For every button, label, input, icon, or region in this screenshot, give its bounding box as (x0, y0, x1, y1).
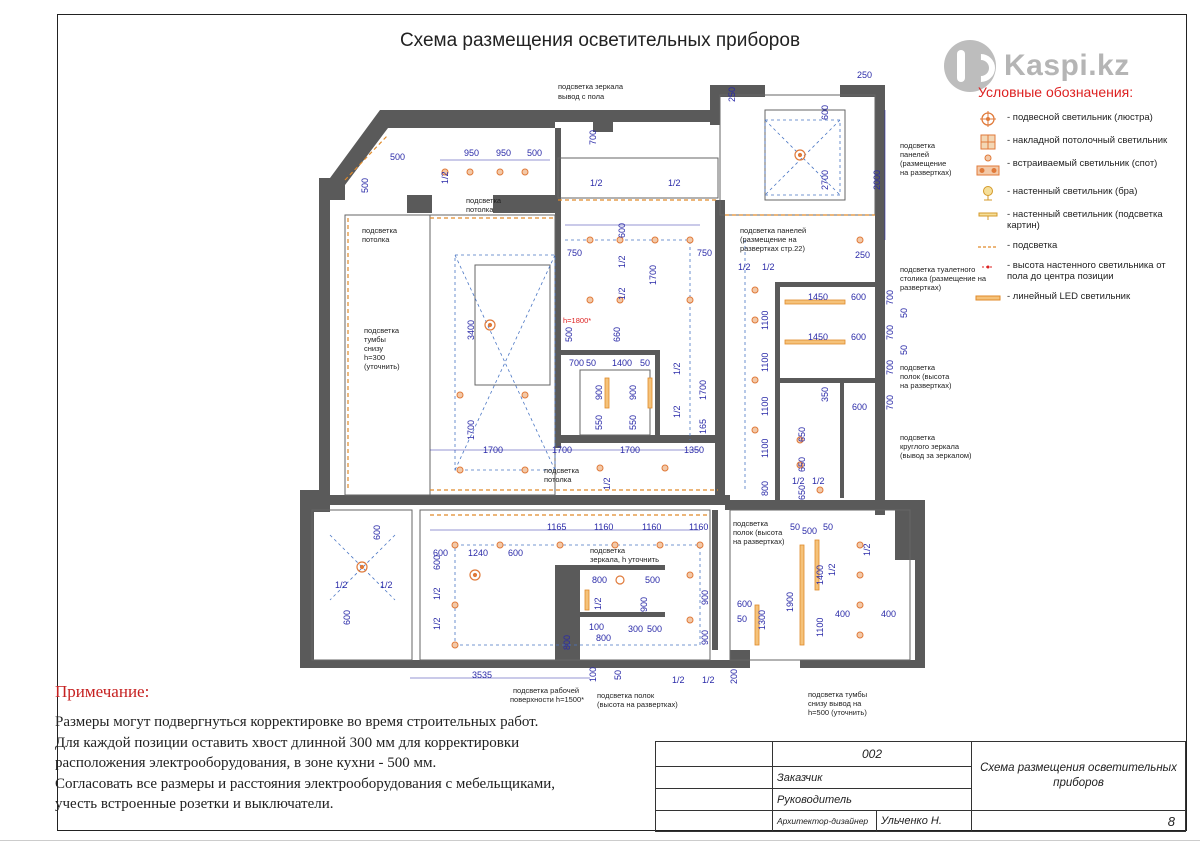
svg-text:1/2: 1/2 (672, 362, 682, 375)
wall-segment (875, 85, 885, 515)
svg-text:(размещение: (размещение (900, 159, 947, 168)
svg-text:50: 50 (640, 358, 651, 368)
wall-segment (712, 510, 718, 650)
svg-text:250: 250 (727, 86, 737, 102)
svg-text:900: 900 (700, 629, 710, 645)
svg-text:1700: 1700 (483, 445, 504, 455)
svg-text:на развертках): на развертках) (733, 537, 785, 546)
note-line: учесть встроенные розетки и выключатели. (55, 796, 334, 812)
stamp-page-number: 8 (972, 811, 1186, 832)
svg-text:800: 800 (596, 633, 612, 643)
svg-text:500: 500 (390, 152, 406, 162)
legend-label: - линейный LED светильник (1007, 291, 1131, 302)
svg-text:(вывод за зеркалом): (вывод за зеркалом) (900, 451, 972, 460)
svg-text:на развертках): на развертках) (900, 168, 952, 177)
stamp-cell (656, 811, 773, 832)
dimension-labels (335, 70, 909, 685)
note-line: Для каждой позиции оставить хвост длинной 300 мм для корректировки (55, 734, 520, 751)
svg-text:500: 500 (802, 526, 818, 536)
svg-text:100: 100 (588, 666, 598, 682)
wall-segment (840, 383, 844, 498)
svg-text:подсветка: подсветка (590, 546, 626, 555)
svg-text:1/2: 1/2 (617, 255, 627, 268)
svg-text:подсветка: подсветка (364, 326, 400, 335)
svg-text:развертках стр.22): развертках стр.22) (740, 244, 805, 253)
stamp-cell (656, 789, 773, 811)
svg-text:50: 50 (899, 344, 909, 355)
svg-text:900: 900 (639, 596, 649, 612)
svg-text:750: 750 (697, 248, 713, 258)
svg-text:подсветка: подсветка (733, 519, 769, 528)
svg-text:тумбы: тумбы (364, 335, 386, 344)
svg-text:1450: 1450 (808, 332, 829, 342)
svg-text:1/2: 1/2 (593, 597, 603, 610)
svg-text:подсветка рабочей: подсветка рабочей (513, 686, 580, 695)
svg-text:1/2: 1/2 (827, 563, 837, 576)
drawing-title: Схема размещения осветительных приборов (399, 30, 801, 51)
wall-segment (493, 195, 556, 213)
wall-segment (300, 660, 730, 668)
svg-text:1160: 1160 (689, 522, 709, 532)
wall-segment (300, 490, 330, 512)
svg-text:1160: 1160 (594, 522, 614, 532)
svg-text:1/2: 1/2 (590, 178, 603, 188)
wall-segment (655, 350, 660, 440)
svg-text:1/2: 1/2 (432, 587, 442, 600)
wall-segment (730, 650, 750, 668)
svg-text:500: 500 (647, 624, 663, 634)
note-line: Размеры могут подвергнуться корректировке во время строительных работ. (55, 714, 539, 730)
svg-text:600: 600 (852, 402, 868, 412)
svg-text:подсветка: подсветка (466, 196, 502, 205)
wall-segment (725, 500, 925, 510)
svg-text:600: 600 (851, 292, 867, 302)
svg-text:2000: 2000 (872, 169, 882, 190)
legend-label: - настенный светильник (бра) (1007, 186, 1138, 197)
svg-text:600: 600 (342, 609, 352, 625)
led-strip (648, 378, 652, 408)
stamp-architect-label: Архитектор-дизайнер (773, 811, 877, 832)
svg-text:700: 700 (885, 289, 895, 305)
svg-text:800: 800 (562, 634, 572, 650)
svg-text:3535: 3535 (472, 670, 493, 680)
svg-text:1/2: 1/2 (440, 171, 450, 184)
svg-text:h=500 (уточнить): h=500 (уточнить) (808, 708, 867, 717)
svg-text:3400: 3400 (466, 319, 476, 340)
svg-text:подсветка: подсветка (900, 363, 936, 372)
legend-label: - накладной потолочный светильник (1007, 135, 1168, 146)
svg-text:500: 500 (360, 177, 370, 193)
svg-text:700: 700 (885, 394, 895, 410)
svg-text:развертках): развертках) (900, 283, 942, 292)
svg-text:1700: 1700 (698, 379, 708, 400)
plan-walls (300, 85, 925, 668)
svg-text:1/2: 1/2 (672, 675, 685, 685)
wall-segment (775, 282, 780, 500)
svg-text:1100: 1100 (760, 396, 770, 416)
svg-text:потолка: потолка (466, 205, 494, 214)
svg-text:подсветка: подсветка (900, 433, 936, 442)
svg-text:700: 700 (885, 359, 895, 375)
wall-segment (407, 195, 432, 213)
svg-text:поверхности h=1500*: поверхности h=1500* (510, 695, 585, 704)
svg-text:250: 250 (855, 250, 871, 260)
wall-segment (575, 612, 665, 617)
wall-segment (915, 500, 925, 668)
led-strip (585, 590, 589, 610)
svg-text:500: 500 (645, 575, 661, 585)
svg-text:600: 600 (432, 554, 442, 570)
svg-text:700: 700 (885, 324, 895, 340)
svg-text:550: 550 (628, 414, 638, 430)
svg-text:660: 660 (612, 326, 622, 342)
svg-text:1700: 1700 (620, 445, 641, 455)
svg-text:подсветка: подсветка (900, 141, 936, 150)
svg-text:снизу: снизу (364, 344, 384, 353)
note-line: расположения электрооборудования, в зоне кухни - 500 мм. (55, 755, 437, 771)
svg-text:1400: 1400 (815, 564, 825, 585)
svg-text:900: 900 (628, 384, 638, 400)
svg-text:1450: 1450 (808, 292, 829, 302)
led-strip (605, 378, 609, 408)
wall-segment (319, 200, 330, 500)
svg-text:1100: 1100 (815, 617, 825, 637)
svg-text:1/2: 1/2 (380, 580, 393, 590)
svg-text:50: 50 (899, 307, 909, 318)
note-title: Примечание: (55, 682, 150, 701)
bed-outline (475, 265, 550, 385)
svg-text:1400: 1400 (612, 358, 633, 368)
logo-text: Kaspi.kz (1004, 49, 1130, 82)
wall-segment (555, 565, 665, 570)
svg-text:50: 50 (790, 522, 801, 532)
svg-text:круглого зеркала: круглого зеркала (900, 442, 960, 451)
svg-text:600: 600 (617, 222, 627, 238)
backlight-lines (345, 135, 875, 515)
svg-text:650: 650 (797, 456, 807, 472)
svg-text:1350: 1350 (684, 445, 705, 455)
svg-text:800: 800 (592, 575, 608, 585)
svg-text:зеркала, h уточнить: зеркала, h уточнить (590, 555, 659, 564)
room-outline (312, 510, 412, 660)
svg-text:подсветка полок: подсветка полок (597, 691, 655, 700)
svg-text:250: 250 (857, 70, 873, 80)
svg-text:1/2: 1/2 (792, 476, 805, 486)
page-bottom-edge (0, 840, 1200, 841)
stamp-manager-label: Руководитель (773, 789, 972, 811)
svg-text:1/2: 1/2 (762, 262, 775, 272)
svg-text:столика (размещение на: столика (размещение на (900, 274, 987, 283)
wall-segment (715, 200, 725, 500)
svg-text:потолка: потолка (544, 475, 572, 484)
stamp-architect-name: Ульченко Н. (877, 811, 972, 832)
svg-text:1700: 1700 (648, 264, 658, 285)
svg-text:(высота на развертках): (высота на развертках) (597, 700, 678, 709)
svg-text:вывод с пола: вывод с пола (558, 92, 605, 101)
svg-text:1/2: 1/2 (617, 287, 627, 300)
svg-text:1700: 1700 (466, 419, 476, 440)
svg-text:на развертках): на развертках) (900, 381, 952, 390)
svg-text:1300: 1300 (757, 609, 767, 630)
svg-text:1/2: 1/2 (812, 476, 825, 486)
svg-text:600: 600 (372, 524, 382, 540)
svg-text:1165: 1165 (547, 522, 567, 532)
svg-text:100: 100 (589, 622, 605, 632)
wall-segment (775, 378, 875, 383)
svg-text:50: 50 (586, 358, 597, 368)
svg-text:подсветка зеркала: подсветка зеркала (558, 82, 624, 91)
svg-text:(размещение на: (размещение на (740, 235, 797, 244)
svg-text:50: 50 (613, 669, 623, 680)
svg-text:1/2: 1/2 (702, 675, 715, 685)
svg-text:400: 400 (835, 609, 851, 619)
legend-label: - подсветка (1007, 240, 1058, 251)
svg-text:1100: 1100 (760, 352, 770, 372)
svg-text:600: 600 (433, 548, 449, 558)
legend-label: - высота настенного светильника от пола до центра позиции (1007, 260, 1166, 282)
svg-text:800: 800 (760, 480, 770, 496)
wall-segment (895, 510, 915, 560)
room-outline (720, 95, 875, 215)
note-block (55, 682, 655, 815)
wall-segment (319, 178, 345, 200)
wall-segment (555, 435, 720, 443)
svg-text:1/2: 1/2 (335, 580, 348, 590)
legend-label: - подвесной светильник (люстра) (1007, 112, 1153, 123)
svg-text:600: 600 (851, 332, 867, 342)
svg-text:300: 300 (628, 624, 644, 634)
wall-segment (800, 660, 925, 668)
svg-text:(уточнить): (уточнить) (364, 362, 400, 371)
wall-segment (710, 85, 720, 125)
svg-text:подсветка панелей: подсветка панелей (740, 226, 807, 235)
svg-text:подсветка тумбы: подсветка тумбы (808, 690, 868, 699)
legend-label: - настенный светильник (подсветка картин) (1007, 209, 1163, 231)
svg-text:1/2: 1/2 (672, 405, 682, 418)
svg-text:550: 550 (594, 414, 604, 430)
stamp-code: 002 (773, 742, 972, 767)
svg-text:1/2: 1/2 (432, 617, 442, 630)
svg-text:650: 650 (797, 426, 807, 442)
svg-text:полок (высота: полок (высота (733, 528, 783, 537)
svg-text:500: 500 (527, 148, 543, 158)
svg-text:1/2: 1/2 (862, 543, 872, 556)
svg-text:200: 200 (729, 668, 739, 684)
wall-segment (775, 282, 875, 287)
svg-text:700: 700 (588, 129, 598, 145)
svg-text:950: 950 (464, 148, 480, 158)
svg-text:1/2: 1/2 (738, 262, 751, 272)
wall-segment (330, 495, 730, 505)
svg-text:165: 165 (698, 418, 708, 434)
svg-text:h=300: h=300 (364, 353, 386, 362)
wall-segment (560, 350, 660, 355)
svg-text:600: 600 (820, 104, 830, 120)
stamp-sheet-title: Схема размещения осветительных приборов (972, 742, 1186, 811)
svg-text:50: 50 (737, 614, 748, 624)
svg-text:700: 700 (569, 358, 585, 368)
legend-label: - встраиваемый светильник (спот) (1007, 158, 1158, 169)
svg-text:2700: 2700 (820, 169, 830, 190)
svg-text:1700: 1700 (552, 445, 573, 455)
svg-text:1/2: 1/2 (668, 178, 681, 188)
svg-text:h=1800*: h=1800* (563, 316, 592, 325)
svg-text:900: 900 (594, 384, 604, 400)
svg-text:50: 50 (823, 522, 834, 532)
svg-text:панелей: панелей (900, 150, 930, 159)
svg-text:1100: 1100 (760, 310, 770, 330)
svg-text:полок (высота: полок (высота (900, 372, 950, 381)
svg-text:350: 350 (820, 386, 830, 402)
svg-text:500: 500 (564, 326, 574, 342)
legend-title: Условные обозначения: (978, 84, 1134, 100)
svg-text:600: 600 (508, 548, 524, 558)
svg-text:900: 900 (700, 589, 710, 605)
stamp-customer-label: Заказчик (773, 767, 972, 789)
led-strip (800, 545, 804, 645)
svg-text:подсветка туалетного: подсветка туалетного (900, 265, 976, 274)
svg-text:650: 650 (797, 484, 807, 500)
svg-text:подсветка: подсветка (544, 466, 580, 475)
svg-text:400: 400 (881, 609, 897, 619)
svg-text:1100: 1100 (760, 438, 770, 458)
bed-outline (580, 370, 650, 435)
svg-text:950: 950 (496, 148, 512, 158)
svg-text:1900: 1900 (785, 591, 795, 612)
note-line: Согласовать все размеры и расстояния электрооборудования с мебельщиками, (55, 775, 556, 792)
svg-text:подсветка: подсветка (362, 226, 398, 235)
svg-text:1160: 1160 (642, 522, 662, 532)
stamp-cell (656, 767, 773, 789)
svg-text:1/2: 1/2 (602, 477, 612, 490)
svg-text:потолка: потолка (362, 235, 390, 244)
svg-text:1240: 1240 (468, 548, 489, 558)
wall-segment (555, 110, 720, 122)
room-outline (558, 158, 718, 198)
svg-text:750: 750 (567, 248, 583, 258)
svg-text:снизу вывод на: снизу вывод на (808, 699, 862, 708)
title-block (655, 741, 1186, 831)
stamp-cell (656, 742, 773, 767)
svg-text:600: 600 (737, 599, 753, 609)
